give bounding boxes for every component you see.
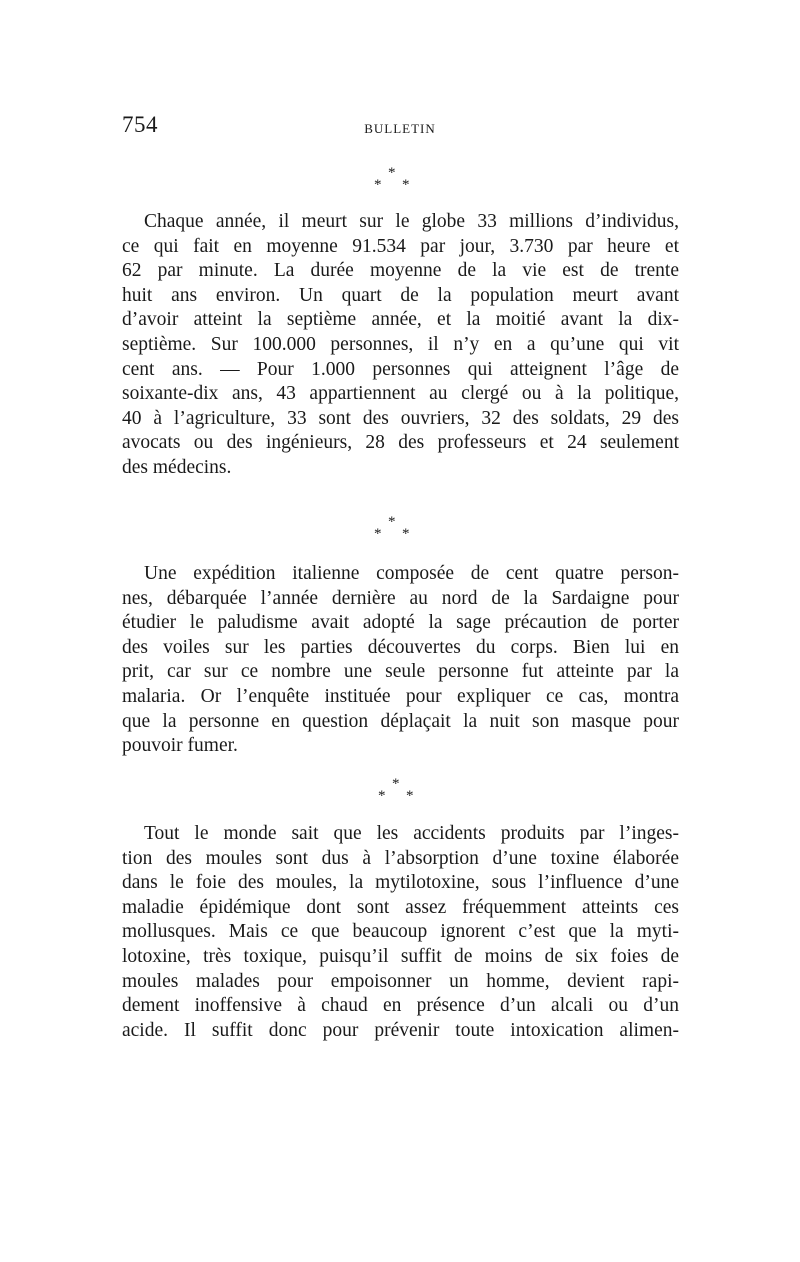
text-line: prit, car sur ce nombre une seule personne fut atteinte par la (122, 661, 679, 683)
paragraph-mortality (122, 210, 679, 481)
text-line: cent ans. — Pour 1.000 personnes qui atteignent l’âge de (122, 358, 679, 380)
paragraph-malaria-expedition (122, 562, 679, 759)
text-line: 62 par minute. La durée moyenne de la vie est de trente (122, 260, 679, 282)
text-line: Une expédition italienne composée de cent quatre person- (144, 563, 679, 584)
text-line: soixante-dix ans, 43 appartiennent au clergé ou à la politique, (122, 383, 679, 405)
text-line: pouvoir fumer. (122, 735, 238, 757)
text-line: huit ans environ. Un quart de la population meurt avant (122, 284, 679, 306)
asterisk: * (378, 788, 386, 804)
asterism-separator (370, 777, 430, 807)
text-line: tion des moules sont dus à l’absorption d’une toxine élaborée (122, 847, 679, 869)
asterisk: * (402, 177, 410, 193)
text-line: dement inoffensive à chaud en présence d’un alcali ou d’un (122, 995, 679, 1017)
asterism-separator (366, 515, 426, 545)
text-line: 40 à l’agriculture, 33 sont des ouvriers, 32 des soldats, 29 des (122, 407, 679, 429)
text-line: septième. Sur 100.000 personnes, il n’y en a qu’une qui vit (122, 333, 679, 355)
text-line: Tout le monde sait que les accidents produits par l’inges- (144, 823, 679, 844)
text-line: maladie épidémique dont sont assez fréquemment atteints ces (122, 896, 679, 918)
asterisk: * (388, 165, 396, 181)
asterisk: * (374, 177, 382, 193)
text-line: mollusques. Mais ce que beaucoup ignorent c’est que la myti- (122, 921, 679, 943)
text-line: des voiles sur les parties découvertes du corps. Bien lui en (122, 636, 679, 658)
text-line: lotoxine, très toxique, puisqu’il suffit de moins de six foies de (122, 945, 679, 967)
text-line: des médecins. (122, 456, 232, 478)
text-line: malaria. Or l’enquête instituée pour expliquer ce cas, montra (122, 685, 679, 707)
asterisk: * (374, 526, 382, 542)
asterism-separator (366, 166, 426, 196)
text-line: dans le foie des moules, la mytilotoxine, sous l’influence d’une (122, 872, 679, 894)
asterisk: * (388, 514, 396, 530)
text-line: moules malades pour empoisonner un homme, devient rapi- (122, 970, 679, 992)
text-line: d’avoir atteint la septième année, et la moitié avant la dix- (122, 309, 679, 331)
asterisk: * (406, 788, 414, 804)
text-line: que la personne en question déplaçait la nuit son masque pour (122, 710, 679, 732)
page-number: 754 (122, 112, 158, 137)
text-line: avocats ou des ingénieurs, 28 des professeurs et 24 seulement (122, 432, 679, 454)
paragraph-mussel-toxin (122, 822, 679, 1043)
text-line: ce qui fait en moyenne 91.534 par jour, 3.730 par heure et (122, 235, 679, 257)
asterisk: * (402, 526, 410, 542)
text-line: étudier le paludisme avait adopté la sage précaution de porter (122, 612, 679, 634)
running-head: BULLETIN (364, 121, 436, 136)
asterisk: * (392, 776, 400, 792)
text-line: Chaque année, il meurt sur le globe 33 millions d’individus, (144, 211, 679, 232)
text-line: acide. Il suffit donc pour prévenir toute intoxication alimen- (122, 1019, 679, 1041)
text-line: nes, débarquée l’année dernière au nord de la Sardaigne pour (122, 587, 679, 609)
